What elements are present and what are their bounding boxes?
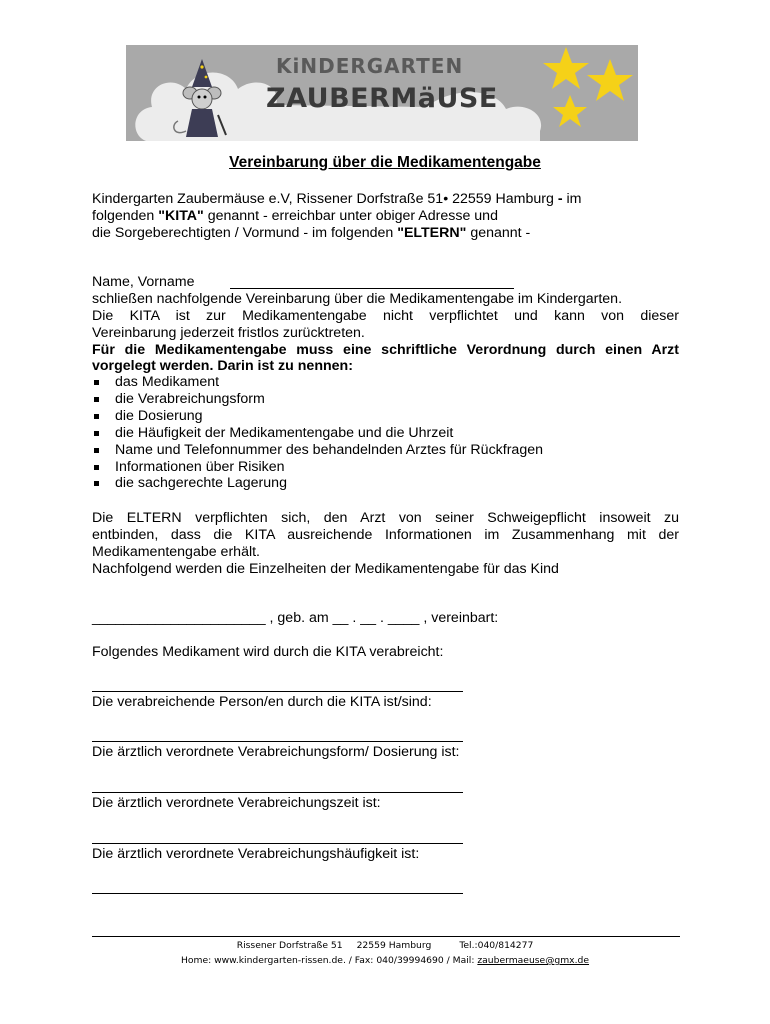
para1-line-2: Die KITA ist zur Medikamentengabe nicht verpflichtet und kann von dieser bbox=[92, 308, 679, 324]
footer-city: 22559 Hamburg bbox=[356, 940, 432, 951]
intro-line-2 bbox=[92, 208, 498, 225]
list-item bbox=[92, 475, 682, 492]
field-time-line[interactable] bbox=[92, 843, 463, 844]
requirements-list bbox=[92, 374, 682, 492]
intro-text: genannt - erreichbar unter obiger Adresse und bbox=[203, 208, 498, 224]
list-item-text: Name und Telefonnummer des behandelnden Arztes für Rückfragen bbox=[115, 441, 543, 458]
bullet-dot: • bbox=[443, 191, 449, 207]
footer-line-2 bbox=[0, 955, 770, 966]
list-item-text: die sachgerechte Lagerung bbox=[115, 475, 287, 492]
list-item bbox=[92, 408, 682, 425]
bullet-square-icon bbox=[94, 481, 99, 486]
para2-line-2: entbinden, dass die KITA ausreichende Informationen im Zusammenhang mit der bbox=[92, 527, 679, 543]
field-person-line[interactable] bbox=[92, 741, 463, 742]
para2-line-3: Medikamentengabe erhält. bbox=[92, 544, 260, 560]
bullet-square-icon bbox=[94, 414, 99, 419]
bullet-square-icon bbox=[94, 448, 99, 453]
intro-line-1 bbox=[92, 191, 581, 208]
document-title: Vereinbarung über die Medikamentengabe bbox=[229, 154, 541, 171]
intro-text: genannt - bbox=[466, 225, 531, 241]
eltern-label: "ELTERN" bbox=[397, 225, 467, 241]
footer-line-1 bbox=[0, 940, 770, 951]
logo-text-kindergarten: KiNDERGARTEN bbox=[276, 54, 464, 78]
list-item bbox=[92, 374, 682, 391]
kindergarten-logo bbox=[126, 45, 638, 141]
field-time-label: Die ärztlich verordnete Verabreichungszeit ist: bbox=[92, 795, 381, 811]
list-item bbox=[92, 425, 682, 442]
name-label: Name, Vorname bbox=[92, 274, 195, 290]
bullet-square-icon bbox=[94, 380, 99, 385]
child-name-blank[interactable]: ______________________ bbox=[92, 610, 266, 626]
footer-divider bbox=[92, 936, 680, 937]
footer-contact: Home: www.kindergarten-rissen.de. / Fax: 040/39994690 / Mail: bbox=[180, 955, 478, 966]
footer-email-link[interactable]: zaubermaeuse@gmx.de bbox=[477, 955, 590, 966]
kita-label: "KITA" bbox=[158, 208, 204, 224]
field-medication-line[interactable] bbox=[92, 691, 463, 692]
logo-text-zaubermaeuse: ZAUBERMäUSE bbox=[266, 83, 498, 114]
bold-para-line-2: vorgelegt werden. Darin ist zu nennen: bbox=[92, 358, 353, 374]
list-item-text: die Verabreichungsform bbox=[115, 390, 265, 407]
bullet-square-icon bbox=[94, 397, 99, 402]
list-item bbox=[92, 391, 682, 408]
para1-line-3: Vereinbarung jederzeit fristlos zurücktreten. bbox=[92, 325, 365, 341]
footer-phone: Tel.:040/814277 bbox=[459, 940, 534, 951]
intro-text: Kindergarten Zaubermäuse e.V, Rissener Dorfstraße 51 bbox=[92, 191, 444, 207]
bullet-square-icon bbox=[94, 431, 99, 436]
field-form-dosage-line[interactable] bbox=[92, 792, 463, 793]
child-birthdate-text: , geb. am __ . __ . ____ , vereinbart: bbox=[265, 610, 499, 626]
list-item-text: die Dosierung bbox=[115, 407, 203, 424]
child-line bbox=[92, 610, 498, 627]
star-icon bbox=[553, 95, 587, 127]
list-item-text: die Häufigkeit der Medikamentengabe und die Uhrzeit bbox=[115, 424, 454, 441]
list-item bbox=[92, 459, 682, 476]
star-icon bbox=[587, 59, 633, 101]
bold-para-line-1: Für die Medikamentengabe muss eine schriftliche Verordnung durch einen Arzt bbox=[92, 342, 679, 358]
intro-text: im bbox=[562, 191, 582, 207]
list-item bbox=[92, 442, 682, 459]
field-form-dosage-label: Die ärztlich verordnete Verabreichungsform/ Dosierung ist: bbox=[92, 744, 460, 760]
star-icon bbox=[543, 47, 589, 89]
intro-text: 22559 Hamburg bbox=[448, 191, 558, 207]
field-frequency-label: Die ärztlich verordnete Verabreichungshäufigkeit ist: bbox=[92, 846, 420, 862]
para2-line-1: Die ELTERN verpflichten sich, den Arzt von seiner Schweigepflicht insoweit zu bbox=[92, 510, 679, 526]
para1-line-1: schließen nachfolgende Vereinbarung über die Medikamentengabe im Kindergarten. bbox=[92, 291, 623, 307]
field-frequency-line[interactable] bbox=[92, 893, 463, 894]
list-item-text: das Medikament bbox=[115, 374, 220, 390]
intro-dash: - bbox=[557, 191, 563, 207]
field-medication-label: Folgendes Medikament wird durch die KITA verabreicht: bbox=[92, 644, 444, 660]
intro-text: folgenden bbox=[92, 208, 159, 224]
intro-text: die Sorgeberechtigten / Vormund - im folgenden bbox=[92, 225, 398, 241]
intro-line-3 bbox=[92, 225, 530, 242]
name-input-line[interactable] bbox=[230, 288, 514, 289]
footer-address: Rissener Dorfstraße 51 bbox=[236, 940, 343, 951]
field-person-label: Die verabreichende Person/en durch die KITA ist/sind: bbox=[92, 694, 432, 710]
bullet-square-icon bbox=[94, 465, 99, 470]
list-item-text: Informationen über Risiken bbox=[115, 458, 285, 475]
para2-line-4: Nachfolgend werden die Einzelheiten der Medikamentengabe für das Kind bbox=[92, 561, 559, 577]
